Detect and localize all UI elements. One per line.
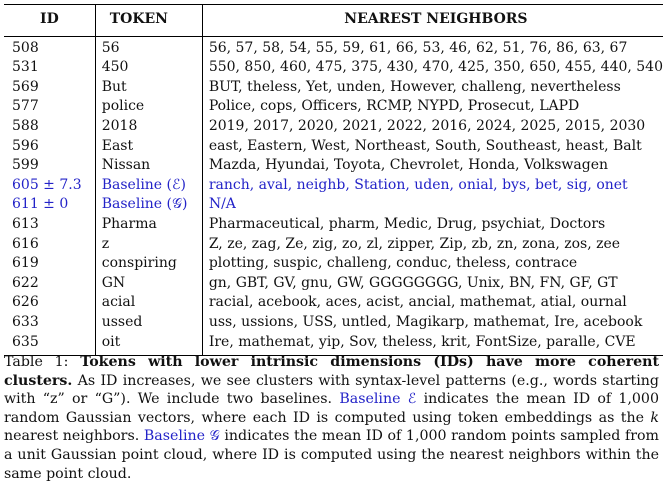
table-row xyxy=(4,215,663,235)
cell-token: police xyxy=(95,97,202,117)
cell-neighbors: east, Eastern, West, Northeast, South, Southeast, heast, Balt xyxy=(202,137,663,157)
cell-id: 508 xyxy=(12,39,39,56)
cell-neighbors: Pharmaceutical, pharm, Medic, Drug, psychiat, Doctors xyxy=(202,215,663,235)
cell-id: 611 ± 0 xyxy=(12,196,69,213)
table-row xyxy=(4,156,663,176)
cell-neighbors: Police, cops, Officers, RCMP, NYPD, Prosecut, LAPD xyxy=(202,97,663,117)
table-row xyxy=(4,58,663,78)
cell-id: 619 xyxy=(12,255,39,272)
cell-token: East xyxy=(95,137,202,157)
table-row xyxy=(4,117,663,137)
cell-token: acial xyxy=(95,293,202,313)
cell-token: oit xyxy=(95,333,202,356)
baseline-e-link[interactable]: Baseline ℰ xyxy=(339,391,417,408)
caption-text-1: As ID increases, we see clusters with syntax-level patterns (e.g., words starting with “z” or “G”). We include two baselines. xyxy=(4,372,659,408)
cell-neighbors: plotting, suspic, challeng, conduc, theless, contrace xyxy=(202,254,663,274)
cell-neighbors: racial, acebook, aces, acist, ancial, mathemat, atial, ournal xyxy=(202,293,663,313)
cell-id: 622 xyxy=(12,274,39,291)
table-row xyxy=(4,293,663,313)
cell-id: 599 xyxy=(12,157,39,174)
caption-k: k xyxy=(650,409,659,426)
table-row xyxy=(4,235,663,255)
cell-id: 588 xyxy=(12,117,39,134)
baseline-g-link[interactable]: Baseline 𝒢 xyxy=(143,428,220,445)
cell-token: But xyxy=(95,78,202,98)
cell-token: Pharma xyxy=(95,215,202,235)
cell-id: 569 xyxy=(12,78,39,95)
header-neighbors: NEAREST NEIGHBORS xyxy=(202,5,663,37)
table-row xyxy=(4,254,663,274)
cell-token: 2018 xyxy=(95,117,202,137)
cell-id: 613 xyxy=(12,215,39,232)
table-row xyxy=(4,195,663,215)
cell-token: Nissan xyxy=(95,156,202,176)
cell-neighbors: gn, GBT, GV, gnu, GW, GGGGGGGG, Unix, BN, FN, GF, GT xyxy=(202,274,663,294)
cell-token: conspiring xyxy=(95,254,202,274)
cell-neighbors: BUT, theless, Yet, unden, However, challeng, nevertheless xyxy=(202,78,663,98)
cell-id: 635 xyxy=(12,333,39,350)
table-row xyxy=(4,78,663,98)
results-table-container xyxy=(4,4,663,356)
cell-token: z xyxy=(95,235,202,255)
cell-token: Baseline (𝒢) xyxy=(95,195,202,215)
table-header-row xyxy=(4,5,663,37)
cell-neighbors: uss, ussions, USS, untled, Magikarp, mathemat, Ire, acebook xyxy=(202,313,663,333)
cell-neighbors: Z, ze, zag, Ze, zig, zo, zl, zipper, Zip, zb, zn, zona, zos, zee xyxy=(202,235,663,255)
cell-token: 56 xyxy=(95,36,202,58)
cell-id: 626 xyxy=(12,294,39,311)
table-row xyxy=(4,36,663,58)
cell-neighbors: 2019, 2017, 2020, 2021, 2022, 2016, 2024, 2025, 2015, 2030 xyxy=(202,117,663,137)
header-id: ID xyxy=(40,11,59,27)
cell-neighbors: 56, 57, 58, 54, 55, 59, 61, 66, 53, 46, 62, 51, 76, 86, 63, 67 xyxy=(202,36,663,58)
caption-label: Table 1: xyxy=(4,354,81,370)
caption-text-2: indicates the mean ID of 1,000 random Gaussian vectors, where each ID is computed using token embeddings as the xyxy=(4,391,659,426)
header-token: TOKEN xyxy=(95,5,202,37)
table-caption xyxy=(4,353,659,483)
caption-text-3: nearest neighbors. xyxy=(4,428,144,445)
cell-neighbors: N/A xyxy=(202,195,663,215)
cell-token: ussed xyxy=(95,313,202,333)
cell-id: 633 xyxy=(12,313,39,330)
table-row xyxy=(4,176,663,196)
cell-id: 605 ± 7.3 xyxy=(12,176,82,193)
cell-token: GN xyxy=(95,274,202,294)
results-table xyxy=(4,4,663,356)
table-row xyxy=(4,137,663,157)
table-row xyxy=(4,274,663,294)
cell-neighbors: ranch, aval, neighb, Station, uden, onial, bys, bet, sig, onet xyxy=(202,176,663,196)
cell-id: 596 xyxy=(12,137,39,154)
caption-text-4: indicates the mean ID of 1,000 random points sampled from a unit Gaussian point cloud, where ID is computed using the nearest neighbors within the same point cloud. xyxy=(4,428,660,482)
table-row xyxy=(4,313,663,333)
cell-neighbors: 550, 850, 460, 475, 375, 430, 470, 425, 350, 650, 455, 440, 540 xyxy=(202,58,663,78)
cell-neighbors: Mazda, Hyundai, Toyota, Chevrolet, Honda, Volkswagen xyxy=(202,156,663,176)
cell-id: 577 xyxy=(12,98,39,115)
cell-id: 616 xyxy=(12,235,39,252)
table-body xyxy=(4,36,663,356)
caption-lead: Tokens with lower intrinsic dimensions (IDs) have more coherent clusters. xyxy=(4,354,659,389)
cell-token: Baseline (ℰ) xyxy=(95,176,202,196)
cell-id: 531 xyxy=(12,59,39,76)
table-row xyxy=(4,97,663,117)
cell-neighbors: Ire, mathemat, yip, Sov, theless, krit, FontSize, paralle, CVE xyxy=(202,333,663,356)
cell-token: 450 xyxy=(95,58,202,78)
